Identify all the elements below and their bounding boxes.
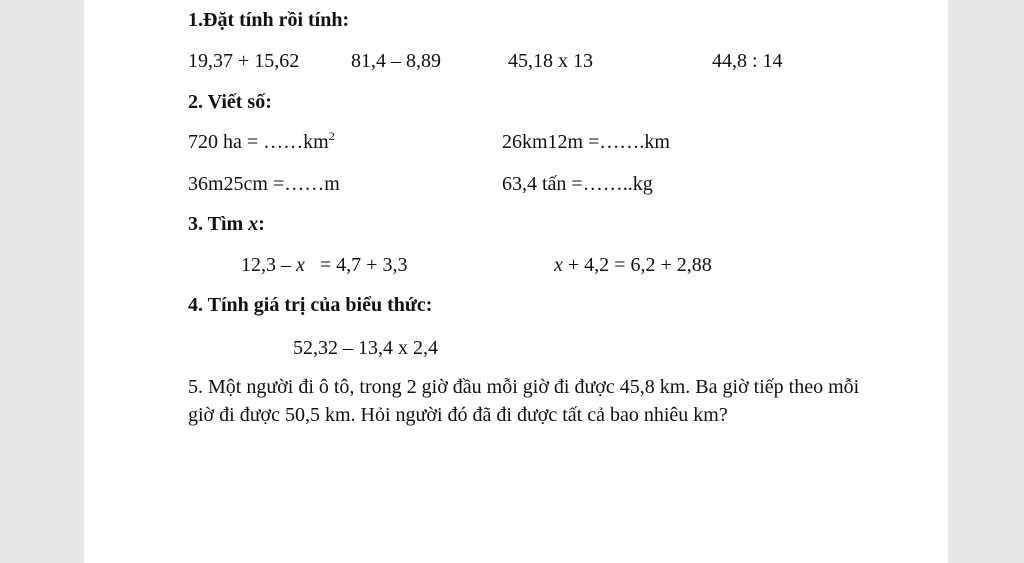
calc-expression-4: 44,8 : 14 xyxy=(712,50,783,72)
conversion-item-1-text: 720 ha = ……km xyxy=(188,131,329,153)
conversion-item-3: 36m25cm =……m xyxy=(188,173,340,195)
word-problem: 5. Một người đi ô tô, trong 2 giờ đầu mỗi giờ đi được 45,8 km. Ba giờ tiếp theo mỗi giờ đi được 50,5 km. Hỏi người đó đã đi được tất cả bao nhiêu km? xyxy=(188,376,860,426)
equation-2-right: + 4,2 = 6,2 + 2,88 xyxy=(562,254,712,276)
section-1-heading: 1.Đặt tính rồi tính: xyxy=(188,9,350,31)
section-3-heading-suffix: : xyxy=(258,213,265,235)
expression-to-evaluate: 52,32 – 13,4 x 2,4 xyxy=(293,337,438,359)
document-page xyxy=(84,0,948,563)
section-3-heading-prefix: 3. Tìm xyxy=(188,213,249,235)
equation-1-left: 12,3 – xyxy=(241,254,296,276)
calc-expression-3: 45,18 x 13 xyxy=(508,50,593,72)
conversion-item-4: 63,4 tấn =……..kg xyxy=(502,173,653,195)
section-4-heading: 4. Tính giá trị của biểu thức: xyxy=(188,294,433,316)
section-3-heading xyxy=(188,212,265,236)
calc-expression-2: 81,4 – 8,89 xyxy=(351,50,441,72)
conversion-item-1-superscript: 2 xyxy=(328,129,335,143)
conversion-item-1 xyxy=(188,130,335,154)
section-3-heading-variable: x xyxy=(248,213,259,235)
conversion-item-2: 26km12m =…….km xyxy=(502,131,670,153)
equation-2 xyxy=(554,253,712,277)
calc-expression-1: 19,37 + 15,62 xyxy=(188,50,300,72)
equation-1 xyxy=(241,253,407,277)
section-2-heading: 2. Viết số: xyxy=(188,91,272,113)
equation-1-right: = 4,7 + 3,3 xyxy=(304,254,408,276)
equation-2-variable: x xyxy=(554,254,563,276)
equation-1-variable: x xyxy=(296,254,305,276)
